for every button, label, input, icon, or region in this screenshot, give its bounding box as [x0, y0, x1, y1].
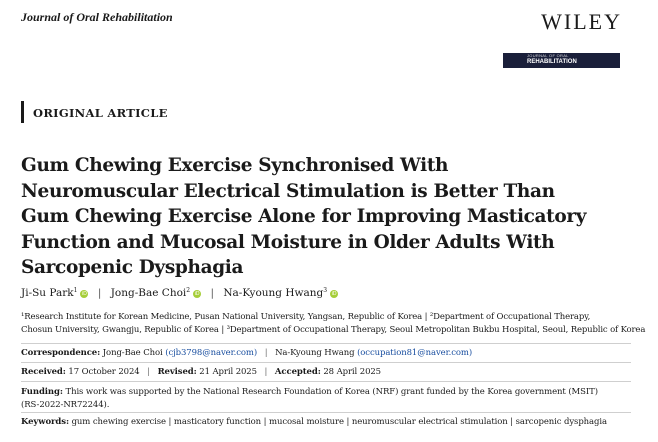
publisher-logo[interactable]: WILEY — [541, 9, 622, 34]
correspondence-person: Na-Kyoung Hwang — [275, 348, 355, 358]
correspondence — [21, 348, 472, 358]
correspondence-email-link[interactable]: (cjb3798@naver.com) — [165, 348, 258, 358]
author-affil-sup: 1 — [73, 287, 78, 294]
funding-label: Funding: — [21, 387, 63, 397]
keywords-text: gum chewing exercise | masticatory function | mucosal moisture | neuromuscular electrical stimulation | sarcopenic dysphagia — [71, 417, 607, 427]
accepted-label: Accepted: — [274, 367, 321, 377]
affiliations — [21, 311, 646, 337]
funding-text: (RS-2022-NR72244). — [21, 400, 110, 410]
journal-name[interactable]: Journal of Oral Rehabilitation — [21, 10, 173, 24]
title-line: Gum Chewing Exercise Synchronised With — [21, 155, 449, 176]
accepted-date: 28 April 2025 — [323, 367, 381, 377]
received-label: Received: — [21, 367, 66, 377]
affiliation-line: Chosun University, Gwangju, Republic of Korea | ³Department of Occupational Therapy, Seoul Metropolitan Bukbu Hospital, Seoul, Republic of Korea — [21, 325, 646, 335]
separator: | — [264, 367, 268, 377]
separator: | — [147, 367, 150, 377]
title-line: Function and Mucosal Moisture in Older Adults With — [21, 231, 555, 253]
correspondence-person: Jong-Bae Choi — [102, 348, 163, 358]
revised-date: 21 April 2025 — [199, 367, 257, 377]
title-line: Gum Chewing Exercise Alone for Improving Masticatory — [21, 206, 587, 227]
author-name[interactable]: Ji-Su Park — [21, 287, 74, 299]
title-line: Sarcopenic Dysphagia — [21, 257, 244, 278]
received-date: 17 October 2024 — [68, 367, 140, 377]
revised-label: Revised: — [157, 367, 197, 377]
orcid-icon[interactable]: iD — [194, 291, 200, 297]
keywords-label: Keywords: — [21, 417, 69, 427]
divider — [21, 343, 631, 344]
divider — [21, 362, 631, 363]
author-separator: | — [97, 287, 102, 299]
author-affil-sup: 3 — [323, 287, 328, 294]
author-name[interactable]: Jong-Bae Choi — [110, 287, 187, 299]
title-line: Neuromuscular Electrical Stimulation is Better Than — [21, 180, 555, 202]
divider — [21, 381, 631, 382]
separator: | — [264, 348, 268, 358]
orcid-icon[interactable]: iD — [331, 291, 337, 297]
author-list — [21, 287, 338, 299]
journal-logo-bottom-text: REHABILITATION — [527, 59, 577, 65]
funding-text: This work was supported by the National Research Foundation of Korea (NRF) grant funded by the Korea government (MSIT) — [65, 387, 598, 397]
keywords — [21, 417, 607, 427]
author-affil-sup: 2 — [186, 287, 191, 294]
article-dates — [21, 367, 381, 377]
author-separator: | — [210, 287, 215, 299]
funding — [21, 386, 598, 412]
correspondence-label: Correspondence: — [21, 348, 101, 358]
author-name[interactable]: Na-Kyoung Hwang — [223, 287, 324, 299]
affiliation-line: ¹Research Institute for Korean Medicine, Pusan National University, Yangsan, Republic of Korea | ²Department of Occupational Therapy, — [21, 312, 591, 322]
article-type: ORIGINAL ARTICLE — [33, 106, 168, 120]
divider — [21, 412, 631, 413]
article-title — [21, 153, 631, 281]
journal-cover-logo[interactable] — [503, 53, 620, 68]
correspondence-email-link[interactable]: (occupation81@naver.com) — [357, 348, 473, 358]
journal-logo-top-text: JOURNAL OF ORAL — [527, 53, 569, 58]
article-type-marker — [21, 101, 24, 123]
orcid-icon[interactable]: iD — [82, 291, 87, 297]
